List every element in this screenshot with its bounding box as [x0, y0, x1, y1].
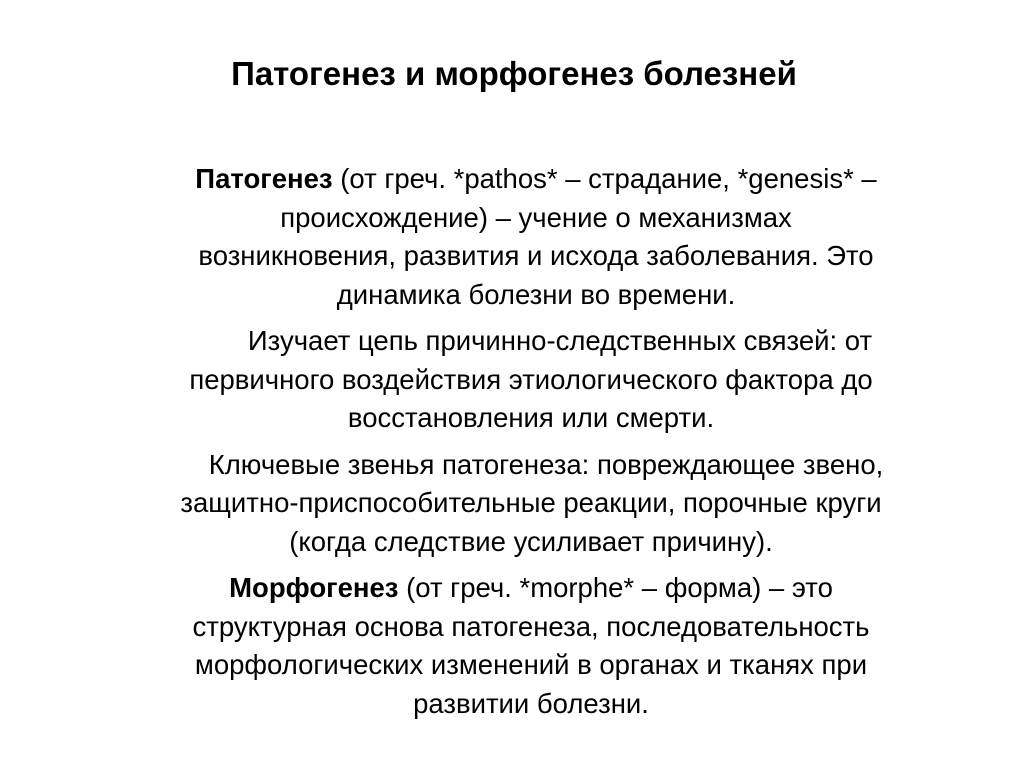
- paragraph-line: первичного воздействия этиологического фактора до: [189, 363, 873, 395]
- paragraph-key-links: [88, 446, 974, 562]
- paragraph-line: (от греч. *pathos* – страдание, *genesis* –: [332, 163, 877, 194]
- paragraph-line: структурная основа патогенеза, последовательность: [192, 610, 870, 642]
- paragraph-line: морфологических изменений в органах и тканях при: [194, 649, 868, 680]
- slide-body: [88, 160, 974, 731]
- paragraph-line: Ключевые звенья патогенеза: повреждающее звено,: [208, 448, 884, 480]
- slide-title: Патогенез и морфогенез болезней: [231, 55, 797, 92]
- paragraph-line: развитии болезни.: [413, 687, 649, 719]
- paragraph-line: защитно-приспособительные реакции, порочные круги: [180, 487, 882, 518]
- term-pathogenesis: Патогенез: [195, 163, 333, 194]
- paragraph-line: динамика болезни во времени.: [336, 278, 736, 310]
- paragraph-line: (от греч. *morphe* – форма) – это: [398, 572, 833, 603]
- term-morphogenesis: Морфогенез: [229, 572, 399, 603]
- paragraph-line: происхождение) – учение о механизмах: [280, 201, 792, 233]
- paragraph-morphogenesis: [88, 569, 974, 723]
- paragraph-pathogenesis: [88, 160, 974, 314]
- paragraph-line: возникновения, развития и исхода заболевания. Это: [198, 240, 874, 271]
- paragraph-line: (когда следствие усиливает причину).: [289, 525, 773, 557]
- paragraph-line: Изучает цепь причинно-следственных связей: от: [247, 325, 873, 356]
- paragraph-line: восстановления или смерти.: [347, 402, 715, 433]
- paragraph-causal-chain: [88, 322, 974, 438]
